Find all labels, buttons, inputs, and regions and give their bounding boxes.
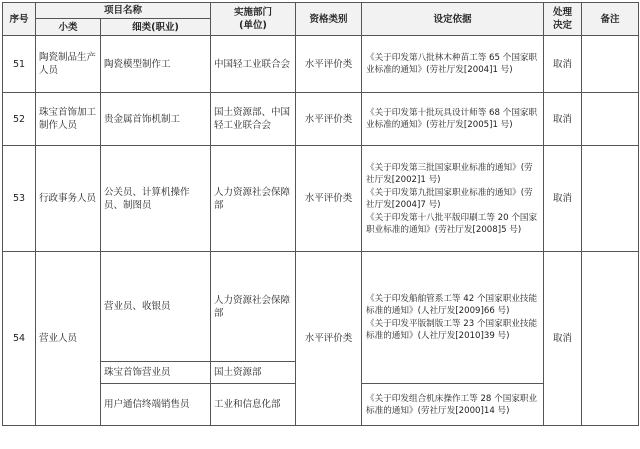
cell-qual: 水平评价类 bbox=[296, 36, 362, 93]
cell-subcategory: 公关员、计算机操作员、制图员 bbox=[101, 146, 211, 252]
header-dept bbox=[211, 3, 296, 36]
cell-decision: 取消 bbox=[544, 36, 582, 93]
basis-item: 《关于印发船舶管系工等 42 个国家职业技能标准的通知》(人社厅发[2009]66 号) bbox=[366, 294, 538, 316]
header-category: 小类 bbox=[36, 19, 101, 36]
table-row bbox=[3, 252, 639, 362]
cell-basis bbox=[362, 146, 544, 252]
cell-remark bbox=[582, 146, 639, 252]
cell-subcategory: 用户通信终端销售员 bbox=[101, 384, 211, 426]
cell-subcategory: 珠宝首饰营业员 bbox=[101, 362, 211, 384]
header-qual: 资格类别 bbox=[296, 3, 362, 36]
header-dept-line2: (单位) bbox=[239, 20, 267, 31]
header-dept-line1: 实施部门 bbox=[234, 7, 273, 18]
cell-dept: 工业和信息化部 bbox=[211, 384, 296, 426]
cell-qual: 水平评价类 bbox=[296, 93, 362, 146]
cell-dept: 人力资源社会保障部 bbox=[211, 252, 296, 362]
cell-decision: 取消 bbox=[544, 93, 582, 146]
cell-seq: 54 bbox=[3, 252, 36, 426]
header-seq: 序号 bbox=[3, 3, 36, 36]
cell-basis bbox=[362, 93, 544, 146]
cell-subcategory: 陶瓷模型制作工 bbox=[101, 36, 211, 93]
cell-remark bbox=[582, 93, 639, 146]
cell-dept: 人力资源社会保障部 bbox=[211, 146, 296, 252]
cell-seq: 51 bbox=[3, 36, 36, 93]
cell-remark bbox=[582, 36, 639, 93]
header-project: 项目名称 bbox=[36, 3, 211, 19]
basis-item: 《关于印发平版制版工等 23 个国家职业技能标准的通知》(人社厅发[2010]39 号) bbox=[366, 319, 538, 341]
table-row bbox=[3, 93, 639, 146]
cell-category: 珠宝首饰加工制作人员 bbox=[36, 93, 101, 146]
cell-subcategory: 营业员、收银员 bbox=[101, 252, 211, 362]
basis-item: 《关于印发组合机床操作工等 28 个国家职业标准的通知》(劳社厅发[2000]14 号) bbox=[366, 393, 538, 416]
cell-subcategory: 贵金属首饰机制工 bbox=[101, 93, 211, 146]
cell-dept: 中国轻工业联合会 bbox=[211, 36, 296, 93]
table-row bbox=[3, 36, 639, 93]
cell-qual: 水平评价类 bbox=[296, 252, 362, 426]
qualification-table bbox=[2, 2, 639, 426]
table-row bbox=[3, 146, 639, 252]
basis-item: 《关于印发第九批国家职业标准的通知》(劳社厅发[2004]7 号) bbox=[366, 187, 533, 210]
cell-basis bbox=[362, 252, 544, 384]
cell-dept: 国土资源部、中国轻工业联合会 bbox=[211, 93, 296, 146]
cell-seq: 53 bbox=[3, 146, 36, 252]
header-basis: 设定依据 bbox=[362, 3, 544, 36]
basis-item: 《关于印发第十八批平版印刷工等 20 个国家职业标准的通知》(劳社厅发[2008]5 号) bbox=[366, 212, 538, 235]
cell-basis bbox=[362, 384, 544, 426]
cell-category: 陶瓷制品生产人员 bbox=[36, 36, 101, 93]
basis-item: 《关于印发第十批玩具设计师等 68 个国家职业标准的通知》(劳社厅发[2005]1 号) bbox=[366, 108, 538, 130]
cell-category: 行政事务人员 bbox=[36, 146, 101, 252]
cell-category: 营业人员 bbox=[36, 252, 101, 426]
basis-item: 《关于印发第三批国家职业标准的通知》(劳社厅发[2002]1 号) bbox=[366, 162, 533, 185]
header-subcategory: 细类(职业) bbox=[101, 19, 211, 36]
basis-item: 《关于印发第八批林木种苗工等 65 个国家职业标准的通知》(劳社厅发[2004]1 号) bbox=[366, 53, 538, 75]
header-decision bbox=[544, 3, 582, 36]
cell-dept: 国土资源部 bbox=[211, 362, 296, 384]
header-decision-line1: 处理 bbox=[553, 7, 573, 18]
cell-decision: 取消 bbox=[544, 146, 582, 252]
cell-decision: 取消 bbox=[544, 252, 582, 426]
cell-basis bbox=[362, 36, 544, 93]
cell-seq: 52 bbox=[3, 93, 36, 146]
header-remark: 备注 bbox=[582, 3, 639, 36]
header-decision-line2: 决定 bbox=[553, 20, 573, 31]
cell-remark bbox=[582, 252, 639, 426]
cell-qual: 水平评价类 bbox=[296, 146, 362, 252]
